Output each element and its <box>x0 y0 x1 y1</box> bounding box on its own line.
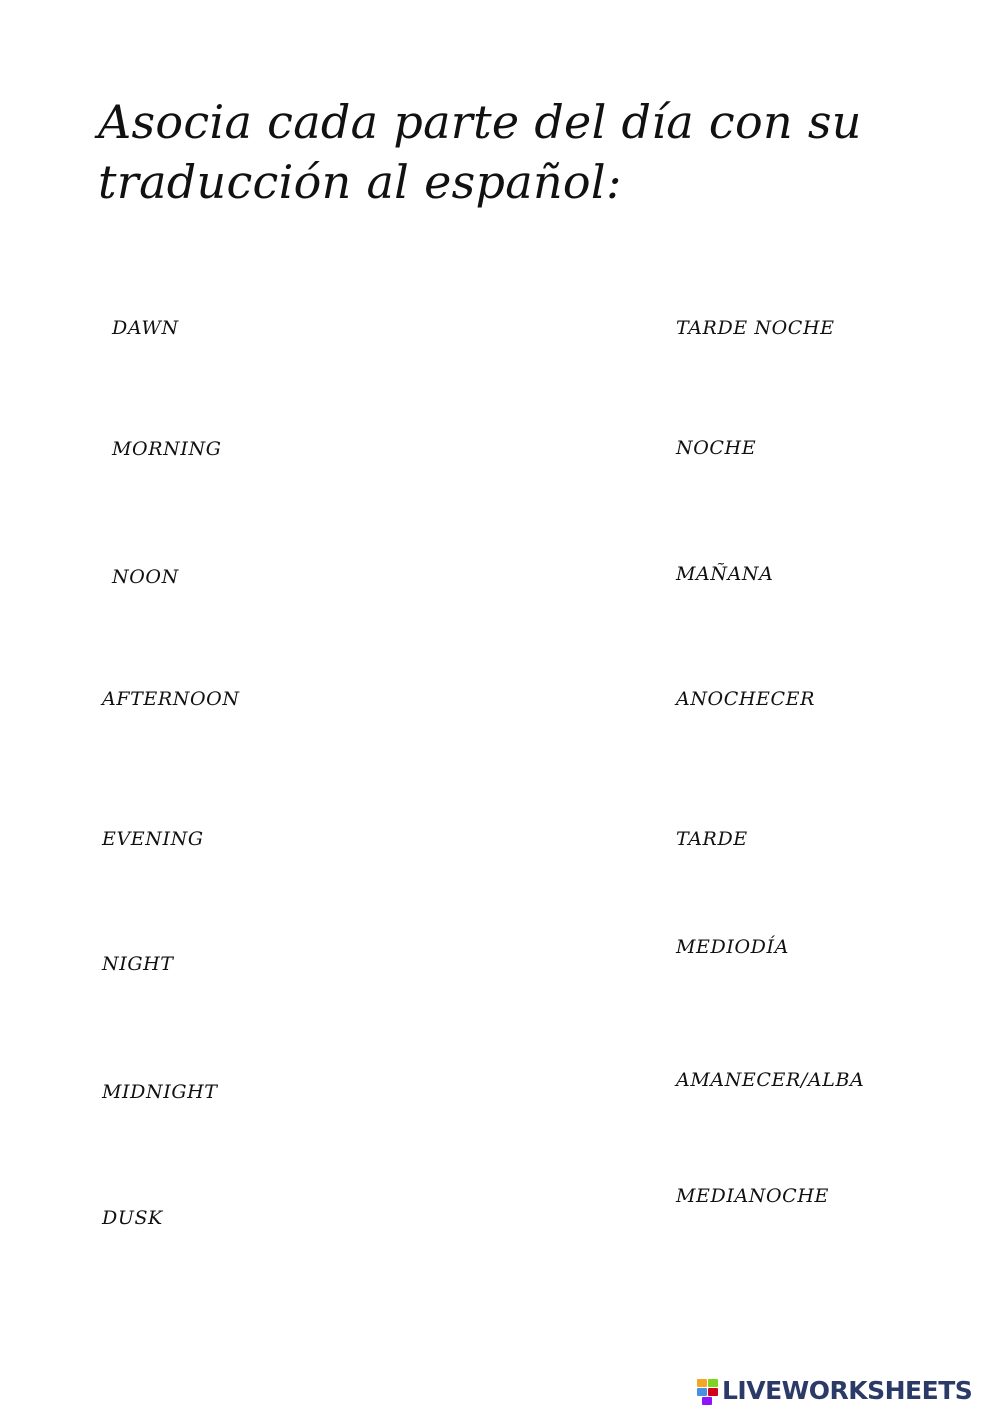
english-word-dawn[interactable]: DAWN <box>112 317 179 339</box>
spanish-word-noche[interactable]: NOCHE <box>676 437 757 459</box>
english-word-dusk[interactable]: DUSK <box>102 1207 163 1229</box>
english-word-night[interactable]: NIGHT <box>102 953 174 975</box>
liveworksheets-brand <box>697 1375 972 1407</box>
english-word-morning[interactable]: MORNING <box>112 438 222 460</box>
english-word-evening[interactable]: EVENING <box>102 828 204 850</box>
title-line-1: Asocia cada parte del día con su <box>98 95 862 149</box>
spanish-word-tarde[interactable]: TARDE <box>676 828 748 850</box>
worksheet-title <box>98 92 938 212</box>
spanish-word-tarde-noche[interactable]: TARDE NOCHE <box>676 317 835 339</box>
spanish-word-manana[interactable]: MAÑANA <box>676 563 774 585</box>
spanish-word-mediodia[interactable]: MEDIODÍA <box>676 936 789 958</box>
english-word-midnight[interactable]: MIDNIGHT <box>102 1081 218 1103</box>
spanish-word-medianoche[interactable]: MEDIANOCHE <box>676 1185 829 1207</box>
english-word-afternoon[interactable]: AFTERNOON <box>102 688 240 710</box>
spanish-word-amanecer-alba[interactable]: AMANECER/ALBA <box>676 1069 865 1091</box>
brand-name: LIVEWORKSHEETS <box>722 1376 973 1405</box>
spanish-word-anochecer[interactable]: ANOCHECER <box>676 688 816 710</box>
english-word-noon[interactable]: NOON <box>112 566 179 588</box>
liveworksheets-logo-icon <box>697 1377 719 1405</box>
title-line-2: traducción al español: <box>98 155 622 209</box>
